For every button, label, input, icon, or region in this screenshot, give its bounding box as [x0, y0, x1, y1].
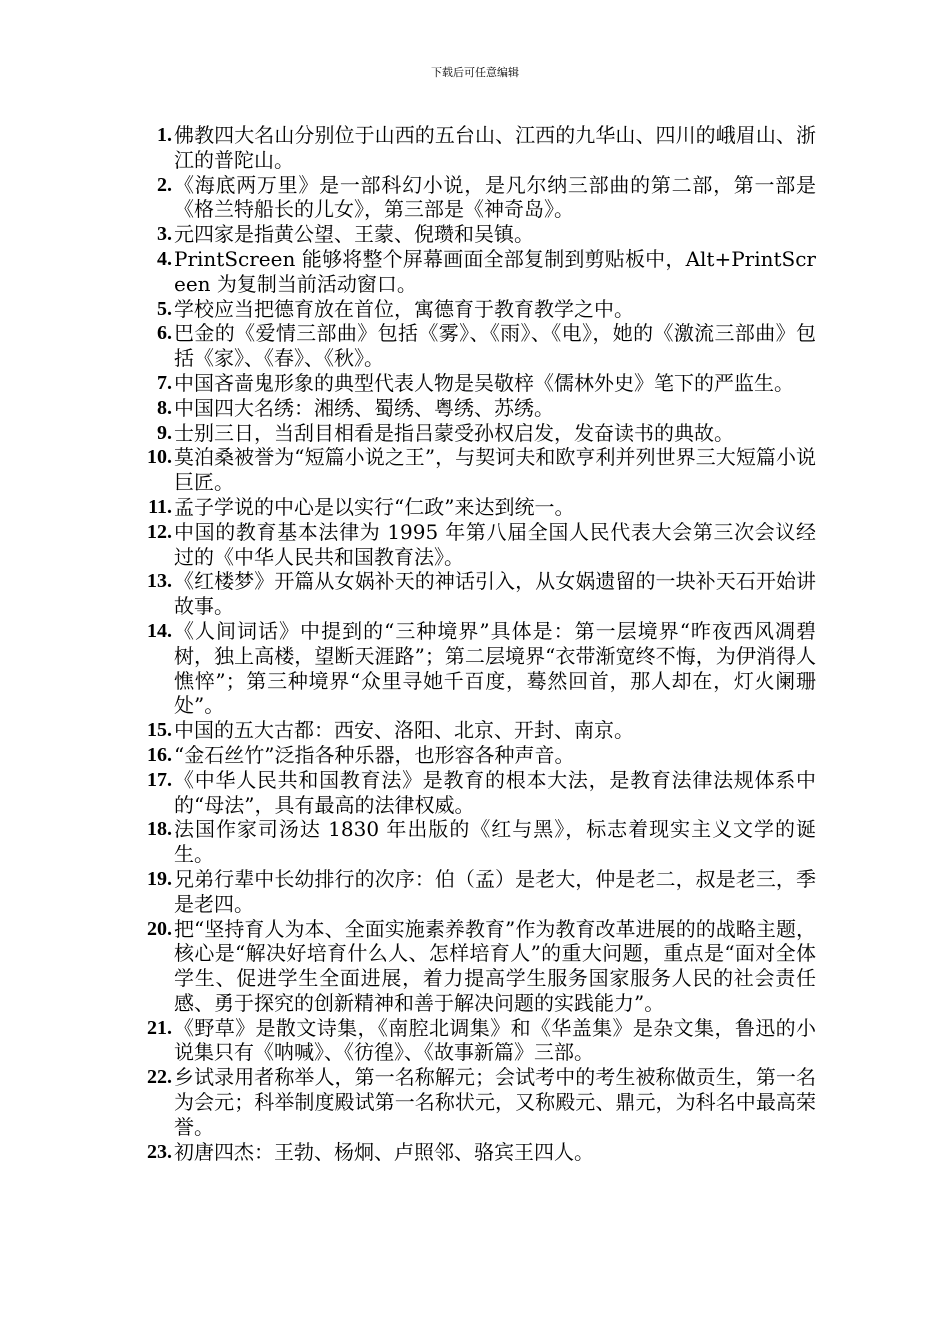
item-number: 7.	[157, 371, 172, 394]
list-item	[136, 1140, 816, 1165]
list-item	[136, 917, 816, 1016]
list-item	[136, 396, 816, 421]
item-number: 1.	[157, 124, 172, 146]
item-text: 学校应当把德育放在首位，寓德育于教育教学之中。	[174, 296, 634, 321]
item-text: PrintScreen 能够将整个屏幕画面全部复制到剪贴板中，Alt+PrintScreen 为复制当前活动窗口。	[174, 246, 816, 296]
item-number: 17.	[147, 768, 172, 791]
list-item	[136, 495, 816, 520]
item-number: 22.	[147, 1066, 172, 1089]
item-text: 佛教四大名山分别位于山西的五台山、江西的九华山、四川的峨眉山、浙江的普陀山。	[174, 123, 816, 172]
list-item	[136, 1016, 816, 1066]
list-item	[136, 247, 816, 297]
item-number: 6.	[157, 322, 172, 345]
list-item	[136, 817, 816, 867]
item-number: 2.	[157, 173, 172, 196]
item-text: 元四家是指黄公望、王蒙、倪瓒和吴镇。	[174, 222, 534, 247]
list-item	[136, 520, 816, 570]
item-number: 20.	[147, 917, 172, 940]
list-item	[136, 445, 816, 495]
item-text: 兄弟行辈中长幼排行的次序：伯（孟）是老大，仲是老二，叔是老三，季是老四。	[174, 866, 816, 916]
item-text: 《中华人民共和国教育法》是教育的根本大法，是教育法律法规体系中的“母法”，具有最高的法律权威。	[174, 767, 816, 817]
list-item	[136, 1065, 816, 1139]
page-header: 下载后可任意编辑	[431, 66, 519, 79]
list-item	[136, 743, 816, 768]
item-number: 9.	[157, 421, 172, 444]
item-number: 19.	[147, 867, 172, 890]
list-item	[136, 371, 816, 396]
item-number: 4.	[157, 247, 172, 270]
item-text: 巴金的《爱情三部曲》包括《雾》、《雨》、《电》，她的《激流三部曲》包括《家》、《春》、《秋》。	[174, 321, 816, 371]
item-number: 21.	[147, 1016, 172, 1039]
item-text: 把“坚持育人为本、全面实施素养教育”作为教育改革进展的的战略主题，核心是“解决好培育什么人、怎样培育人”的重大问题，重点是“面对全体学生、促进学生全面进展，着力提高学生服务国家服务人民的社会责任感、勇于探究的创新精神和善于解决问题的实践能力”。	[174, 916, 816, 1015]
item-number: 18.	[147, 818, 172, 841]
fact-list	[136, 123, 816, 1164]
item-text: 初唐四杰：王勃、杨炯、卢照邻、骆宾王四人。	[174, 1139, 594, 1164]
item-text: 孟子学说的中心是以实行“仁政”来达到统一。	[174, 494, 575, 519]
item-number: 16.	[147, 743, 172, 766]
list-item	[136, 768, 816, 818]
item-text: 中国四大名绣：湘绣、蜀绣、粤绣、苏绣。	[174, 395, 554, 420]
item-number: 8.	[157, 396, 172, 419]
item-text: 乡试录用者称举人，第一名称解元；会试考中的考生被称做贡生，第一名为会元；科举制度殿试第一名称状元，又称殿元、鼎元，为科名中最高荣誉。	[174, 1065, 816, 1139]
list-item	[136, 421, 816, 446]
list-item	[136, 173, 816, 223]
list-item	[136, 867, 816, 917]
item-number: 3.	[157, 223, 172, 246]
item-text: 中国的五大古都：西安、洛阳、北京、开封、南京。	[174, 718, 634, 743]
item-text: 中国吝啬鬼形象的典型代表人物是吴敬梓《儒林外史》笔下的严监生。	[174, 370, 794, 395]
item-text: 《人间词话》中提到的“三种境界”具体是：第一层境界“昨夜西风凋碧树，独上高楼，望断天涯路”；第二层境界“衣带渐宽终不悔，为伊消得人憔悴”；第三种境界“众里寻她千百度，蓦然回首，那人却在，灯火阑珊处”。	[174, 618, 816, 718]
list-item	[136, 569, 816, 619]
item-number: 15.	[147, 719, 172, 742]
item-text: 士别三日，当刮目相看是指吕蒙受孙权启发，发奋读书的典故。	[174, 420, 734, 445]
item-text: 《红楼梦》开篇从女娲补天的神话引入，从女娲遗留的一块补天石开始讲故事。	[174, 569, 816, 619]
list-item	[136, 222, 816, 247]
list-item	[136, 123, 816, 173]
list-item	[136, 321, 816, 371]
item-number: 10.	[147, 446, 172, 469]
list-item	[136, 718, 816, 743]
list-item	[136, 297, 816, 322]
item-text: “金石丝竹”泛指各种乐器，也形容各种声音。	[174, 742, 575, 767]
item-text: 《海底两万里》是一部科幻小说，是凡尔纳三部曲的第二部，第一部是《格兰特船长的儿女》，第三部是《神奇岛》。	[174, 172, 816, 222]
item-number: 11.	[148, 495, 172, 518]
item-number: 23.	[147, 1140, 172, 1163]
list-item	[136, 619, 816, 718]
item-number: 5.	[157, 297, 172, 320]
item-number: 14.	[147, 619, 172, 642]
item-text: 莫泊桑被誉为“短篇小说之王”，与契诃夫和欧亨利并列世界三大短篇小说巨匠。	[174, 445, 816, 495]
item-text: 法国作家司汤达 1830 年出版的《红与黑》，标志着现实主义文学的诞生。	[174, 817, 816, 867]
item-text: 《野草》是散文诗集，《南腔北调集》和《华盖集》是杂文集，鲁迅的小说集只有《呐喊》、《彷徨》、《故事新篇》三部。	[174, 1015, 816, 1065]
item-number: 13.	[147, 570, 172, 593]
item-text: 中国的教育基本法律为 1995 年第八届全国人民代表大会第三次会议经过的《中华人民共和国教育法》。	[174, 519, 816, 569]
item-number: 12.	[147, 520, 172, 543]
